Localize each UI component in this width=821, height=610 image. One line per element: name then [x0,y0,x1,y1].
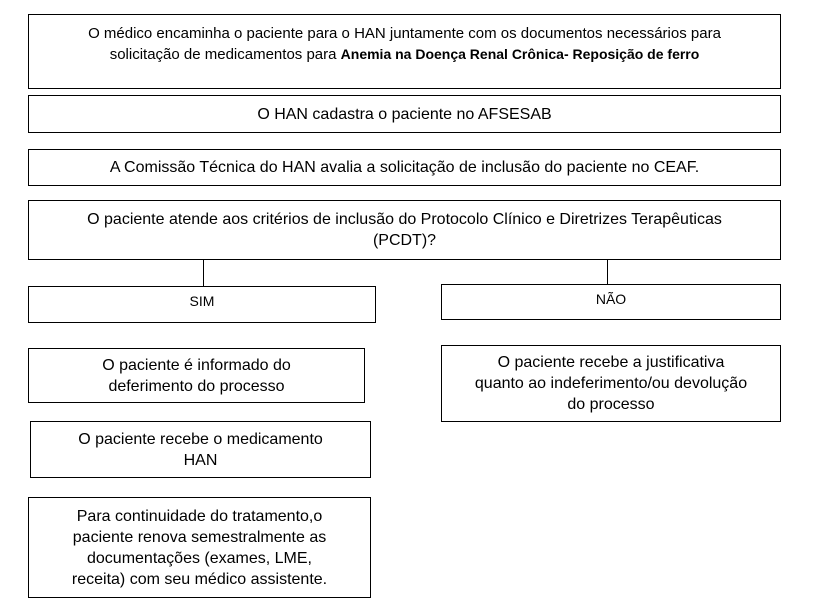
flow-step-evaluation [28,149,781,186]
flow-step-registration [28,95,781,133]
no-justification-line-2: quanto ao indeferimento/ou devolução [474,375,748,392]
no-label-text: NÃO [595,291,627,307]
referral-line-2 [88,44,721,65]
yes-renewal-line-4: receita) com seu médico assistente. [71,570,328,588]
connector-question-no [607,259,608,286]
yes-medication-line-1: O paciente recebe o medicamento [78,430,323,448]
yes-label-text: SIM [189,293,215,309]
branch-label-yes [28,286,376,323]
decision-line-1: O paciente atende aos critérios de inclusão do Protocolo Clínico e Diretrizes Terapêuticas [87,211,722,228]
flow-step-yes-medication [30,421,371,478]
flow-step-no-justification [441,345,781,422]
decision-line-2: (PCDT)? [372,232,437,249]
evaluation-text: A Comissão Técnica do HAN avalia a solicitação de inclusão do paciente no CEAF. [109,159,700,176]
referral-line-2-prefix: solicitação de medicamentos para [109,46,337,63]
registration-text: O HAN cadastra o paciente no AFSESAB [257,105,552,123]
yes-renewal-line-1: Para continuidade do tratamento,o [76,507,323,525]
yes-medication-line-2: HAN [183,451,218,469]
yes-renewal-line-3: documentações (exames, LME, [87,549,312,567]
yes-informed-line-1: O paciente é informado do [102,356,291,374]
yes-informed-line-2: deferimento do processo [108,377,285,395]
connector-question-yes [203,259,204,286]
flow-step-referral [28,14,781,89]
flow-step-yes-informed [28,348,365,403]
flow-step-yes-renewal [28,497,371,598]
yes-renewal-line-2: paciente renova semestralmente as [72,528,327,546]
flow-decision-criteria [28,200,781,260]
no-justification-line-3: do processo [567,396,655,413]
referral-condition: Anemia na Doença Renal Crônica- Reposição de ferro [340,46,700,62]
branch-label-no [441,284,781,320]
no-justification-line-1: O paciente recebe a justificativa [497,354,725,371]
referral-line-1: O médico encaminha o paciente para o HAN juntamente com os documentos necessários para [88,25,721,42]
